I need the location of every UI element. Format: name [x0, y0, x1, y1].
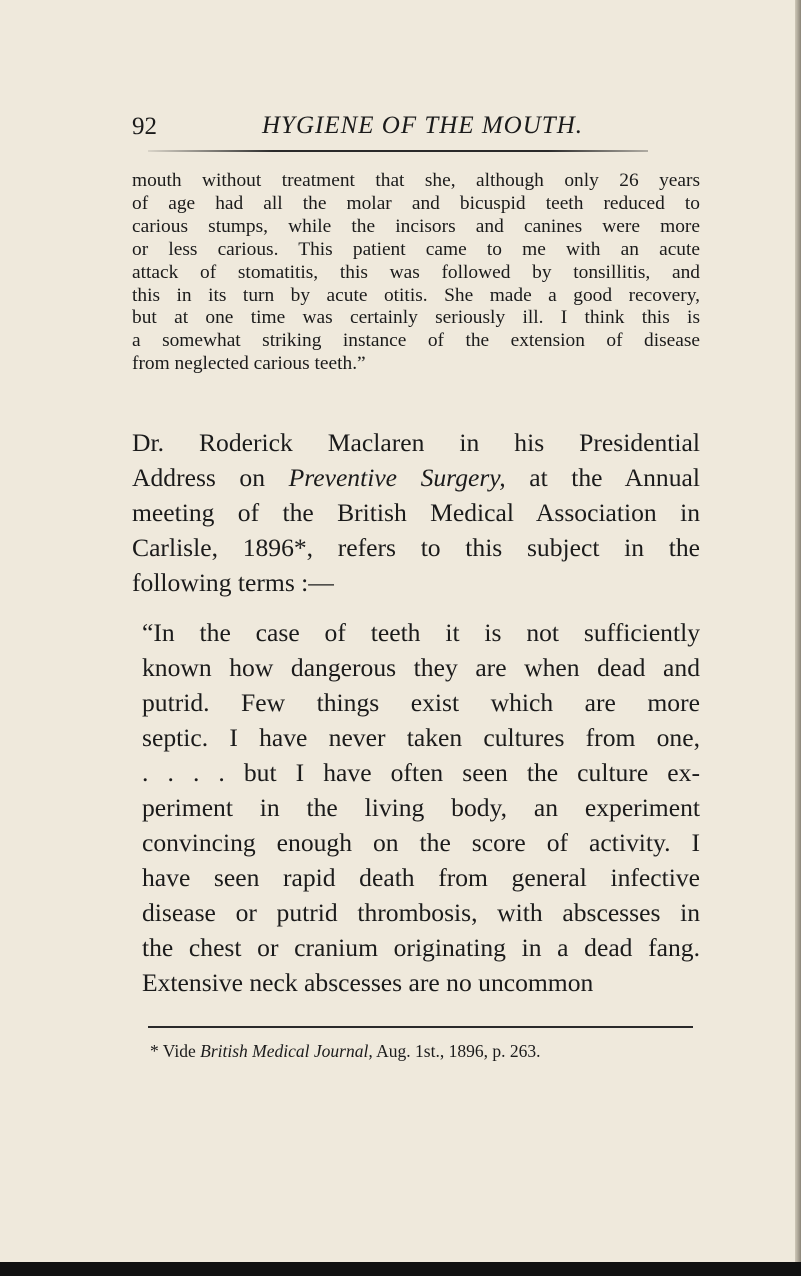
block-quote [132, 615, 700, 1000]
text-line: convincing enough on the score of activity. I [142, 828, 700, 857]
text-line: from neglected carious teeth.” [132, 353, 366, 375]
text-line: of age had all the molar and bicuspid teeth reduced to [132, 192, 700, 214]
text-line: or less carious. This patient came to me with an acute [132, 238, 700, 260]
scan-bottom-edge [0, 1262, 801, 1276]
footnote-journal: British Medical Journal, [200, 1041, 373, 1061]
text-line: this in its turn by acute otitis. She made a good recovery, [132, 284, 700, 306]
footnote-marker: * Vide [150, 1041, 201, 1061]
text-line [132, 460, 700, 495]
text-segment: Address on [132, 463, 289, 492]
text-line: Carlisle, 1896*, refers to this subject in the [132, 533, 700, 562]
text-line: Dr. Roderick Maclaren in his Presidential [132, 428, 700, 457]
running-title: HYGIENE OF THE MOUTH. [262, 112, 583, 139]
book-title: Preventive Surgery, [288, 463, 506, 492]
page-number: 92 [132, 113, 157, 140]
text-line: periment in the living body, an experiment [142, 793, 700, 822]
footnote-rule [148, 1026, 693, 1028]
text-line: carious stumps, while the incisors and canines were more [132, 215, 700, 237]
text-line: following terms :— [132, 568, 334, 597]
text-line: disease or putrid thrombosis, with abscesses in [142, 898, 700, 927]
text-line: putrid. Few things exist which are more [142, 688, 700, 717]
page-edge-shadow [795, 0, 801, 1276]
header-rule [148, 150, 648, 152]
text-line: known how dangerous they are when dead and [142, 653, 700, 682]
text-line: attack of stomatitis, this was followed by tonsillitis, and [132, 261, 700, 283]
text-line: Extensive neck abscesses are no uncommon [142, 968, 594, 997]
text-line: a somewhat striking instance of the extension of disease [132, 330, 700, 352]
quoted-paragraph-continuation [132, 170, 700, 376]
footnote [150, 1040, 540, 1062]
text-line: have seen rapid death from general infective [142, 863, 700, 892]
text-line: septic. I have never taken cultures from one, [142, 723, 700, 752]
body-paragraph [132, 425, 700, 600]
page-header [132, 113, 712, 153]
text-line: mouth without treatment that she, although only 26 years [132, 170, 700, 191]
text-line: “In the case of teeth it is not sufficiently [142, 618, 700, 647]
text-line: . . . . but I have often seen the culture ex- [142, 758, 700, 787]
footnote-citation: Aug. 1st., 1896, p. 263. [372, 1041, 541, 1061]
text-line: meeting of the British Medical Association in [132, 498, 700, 527]
text-line: but at one time was certainly seriously ill. I think this is [132, 307, 700, 329]
text-line: the chest or cranium originating in a dead fang. [142, 933, 700, 962]
text-segment: at the Annual [505, 463, 700, 492]
